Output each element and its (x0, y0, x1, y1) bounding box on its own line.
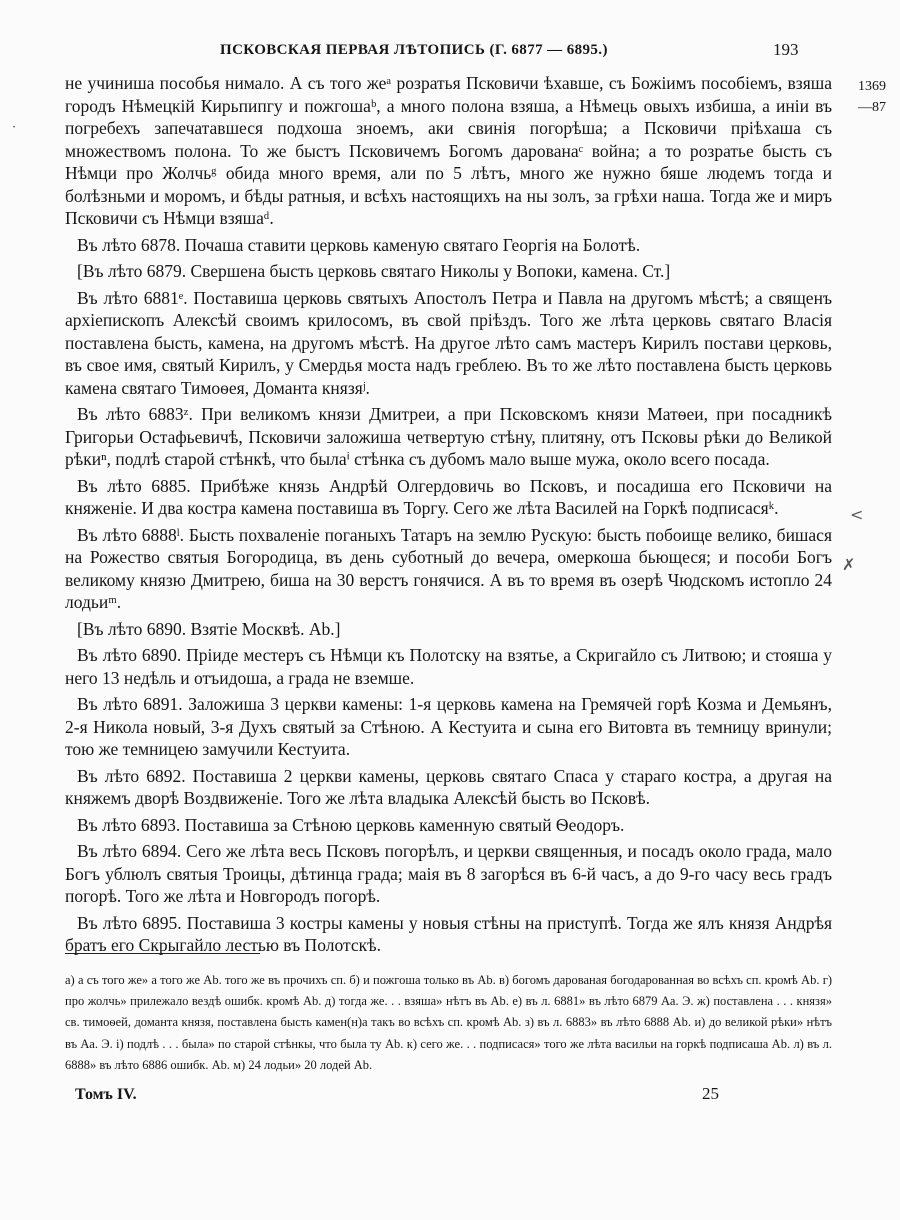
paragraph-continuation: не учиниша пособья нимало. А съ того жеᵃ розратья Псковичи ѣхавше, съ Божіимъ пособіемъ, взяша городъ Нѣмецкій Кирьпипгу и пожгошаᵇ, а много полона взяша, а Нѣмець овыхъ избиша, а иніи въ погребехъ запечатавшеся подхоша зноемъ, аки свинія погорѣша; а Псковичи пріѣхаша съ множествомъ полона. То же быстъ Псковичемъ Богомъ дарованаᶜ война; а то розратье бысть съ Нѣмци про Жолчьᵍ обида много время, али по 5 лѣтъ, много же нужно бяше людемъ тогда и болѣзньми и моромъ, и бѣды ратныя, и всѣхъ настоящихъ на ны золъ, за грѣхи наша. Тогда же и миръ Псковичи съ Нѣмци взяшаᵈ. (65, 73, 832, 228)
footnote-text: а) а съ того же» а того же Аb. того же въ прочихъ сп. б) и пожгоша только въ Аb. в) богомъ дарованая богодарованная во всѣхъ сп. кромѣ Аb. г) про жолчь» прилежало вездѣ ошибк. кромѣ Аb. д) тогда же. . . взяша» нѣтъ въ Аb. е) въ л. 6881» въ лѣто 6879 Аа. Э. ж) поставлена . . . князя» св. тимоѳей, доманта князя, поставлена бысть камен(н)а такъ во всѣхъ сп. кромѣ Аb. з) въ л. 6883» въ лѣто 6888 Аb. и) до великой рѣки» нѣтъ въ Аа. Э. і) подлѣ . . . была» по старой стѣнкы, что была ту Аb. к) сего же. . . подписася» того же лѣта васильи на горкѣ подписаша Аb. л) въ л. 6888» въ лѣто 6886 ошибк. Аb. м) 24 лодьи» 20 лодей Аb. (65, 973, 832, 1072)
page-number: 193 (773, 40, 799, 59)
entry-6878: Въ лѣто 6878. Почаша ставити церковь каменую святаго Георгія на Болотѣ. (77, 234, 641, 255)
entry-6885: Въ лѣто 6885. Прибѣже князь Андрѣй Олгердовичь во Псковъ, и посадиша его Псковичи на княженіе. И два костра камена поставиша въ Торгу. Сего же лѣта Василей на Горкѣ подписасяᵏ. (65, 475, 832, 518)
entry-6883: Въ лѣто 6883ᶻ. При великомъ князи Дмитреи, а при Псковскомъ князи Матѳеи, при посадникѣ Григорьи Остафьевичѣ, Псковичи заложиша четвертую стѣну, плитяну, отъ Псковы рѣки до Великой рѣкиⁿ, подлѣ старой стѣнкѣ, что былаⁱ стѣнка съ дубомъ мало выше мужа, около всего посада. (65, 404, 832, 469)
footnotes (65, 970, 832, 1076)
margin-year-end: —87 (858, 100, 886, 115)
margin-year-start: 1369 (858, 79, 886, 94)
margin-year-range (836, 76, 886, 118)
signature-number: 25 (702, 1084, 719, 1103)
entry-6888: Въ лѣто 6888ˡ. Бысть похваленіе поганыхъ Татаръ на землю Рускую: бысть побоище велико, бишася на Рожество святыя Богородица, въ день суботный до вечера, омеркоша бьющеся; и пособи Богъ великому князю Дмитрею, биша на 30 верстъ гонячися. А въ то время въ озерѣ Чюдскомъ истопло 24 лодьиᵐ. (65, 524, 832, 612)
entry-6891: Въ лѣто 6891. Заложиша 3 церкви камены: 1-я церковь камена на Гремячей горѣ Козма и Демьянъ, 2-я Никола новый, 3-я Духъ святый за Стѣною. А Кестуита и сына его Витовта въ темницу вринули; тою же темницею замучили Кестуита. (65, 694, 832, 759)
running-title: ПСКОВСКАЯ ПЕРВАЯ ЛѢТОПИСЬ (Г. 6877 — 6895.) (220, 42, 608, 58)
volume-label: Томъ IV. (75, 1086, 137, 1103)
chronicle-text (65, 72, 832, 961)
entry-6890: Въ лѣто 6890. Пріиде местеръ съ Нѣмци къ Полотску на взятье, а Скригайло съ Литвою; и стояша у него 13 недѣль и отъидоша, а града не вземше. (65, 645, 832, 688)
margin-pencil-cross: ✗ (842, 555, 856, 574)
margin-dot: · (12, 120, 17, 135)
footnote-divider (65, 953, 260, 954)
entry-6890-bracketed: [Въ лѣто 6890. Взятіе Москвѣ. Аb.] (77, 618, 341, 639)
entry-6893: Въ лѣто 6893. Поставиша за Стѣною церковь каменную святый Ѳеодоръ. (77, 814, 625, 835)
margin-pencil-mark: < (850, 505, 864, 524)
entry-6879: [Въ лѣто 6879. Свершена бысть церковь святаго Николы у Вопоки, камена. Ст.] (77, 261, 671, 281)
page-footer (0, 1084, 900, 1108)
page-header (0, 40, 900, 66)
entry-6894: Въ лѣто 6894. Сего же лѣта весь Псковъ погорѣлъ, и церкви священныя, и посадъ около града, мало Богъ ублюлъ святыя Троицы, дѣтинца града; маія въ 8 загорѣся въ 6-й часъ, а до 9-го часу весь градъ погорѣ. Того же лѣта и Новгородъ погорѣ. (65, 841, 832, 906)
entry-6881: Въ лѣто 6881ᵉ. Поставиша церковь святыхъ Апостолъ Петра и Павла на другомъ мѣстѣ; а священъ архіепископъ Алексѣй своимъ крилосомъ, въ свой пріѣздъ. Того же лѣта церковь святаго Власія поставлена бысть, камена, на другомъ мѣстѣ. На другое лѣто самъ мастеръ Кирилъ постави церковь, въ свое имя, святый Кирилъ, у Смердья моста надъ греблею. Въ то же лѣто поставлена бысть церковь камена святаго Тимоѳея, Доманта князяʲ. (65, 287, 832, 398)
entry-6895: Въ лѣто 6895. Поставиша 3 костры камены у новыя стѣны на приступѣ. Тогда же ялъ князя Андрѣя братъ его Скрыгайло лестью въ Полотскѣ. (65, 912, 832, 955)
entry-6892: Въ лѣто 6892. Поставиша 2 церкви камены, церковь святаго Спаса у стараго костра, а другая на княжемъ дворѣ Воздвиженіе. Того же лѣта владыка Алексѣй бысть во Псковѣ. (65, 765, 832, 808)
